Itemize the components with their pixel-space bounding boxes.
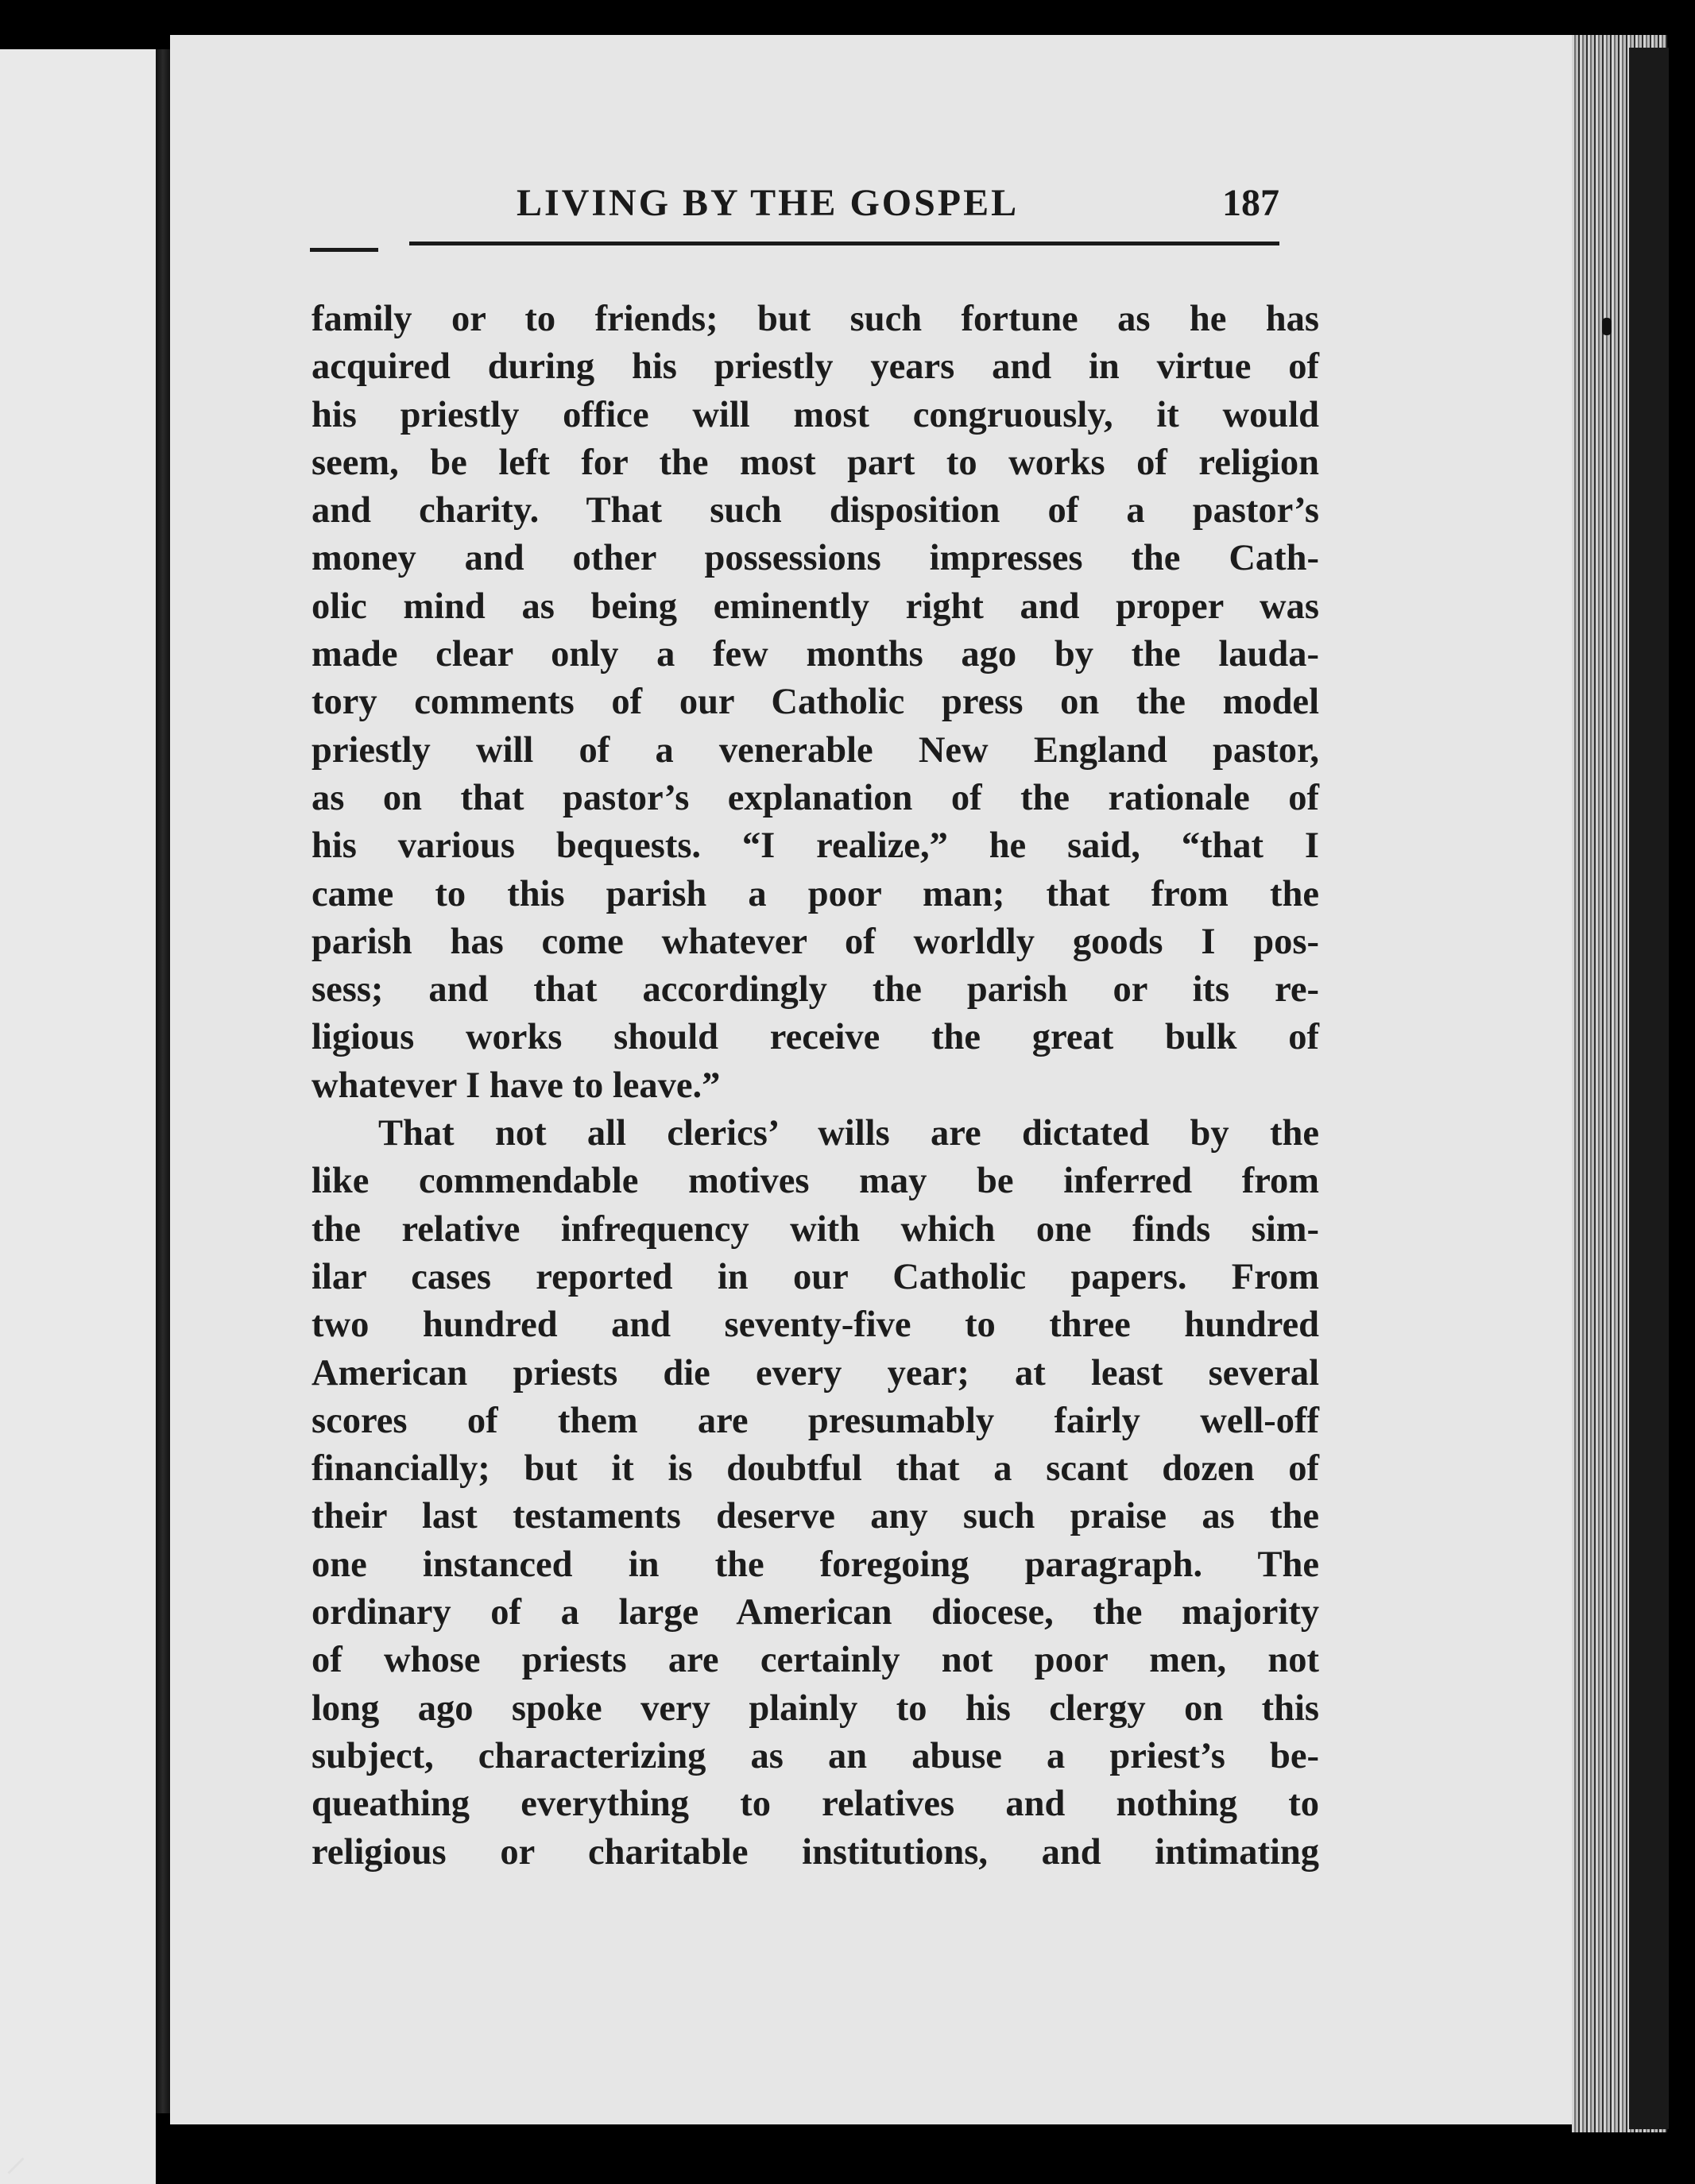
text-line: the relative infrequency with which one finds sim-: [312, 1208, 1319, 1250]
paragraph: [312, 296, 1319, 1110]
text-line: religious or charitable institutions, and intimating: [312, 1831, 1319, 1873]
edge-mark: [1602, 318, 1612, 335]
text-line: tory comments of our Catholic press on the model: [312, 682, 1319, 723]
text-line: and charity. That such disposition of a pastor’s: [312, 490, 1319, 532]
text-line: his priestly office will most congruously, it would: [312, 394, 1319, 435]
text-line: financially; but it is doubtful that a scant dozen of: [312, 1448, 1319, 1490]
text-line: made clear only a few months ago by the lauda-: [312, 634, 1319, 675]
text-line: parish has come whatever of worldly goods I pos-: [312, 921, 1319, 962]
text-line: acquired during his priestly years and in virtue of: [312, 346, 1319, 388]
body-text: [312, 296, 1319, 1877]
text-line: came to this parish a poor man; that from the: [312, 873, 1319, 914]
text-line: two hundred and seventy-five to three hundred: [312, 1305, 1319, 1346]
facing-page-edge: [0, 49, 156, 2184]
page-header: [310, 181, 1279, 237]
text-line: seem, be left for the most part to works of religion: [312, 442, 1319, 483]
book-gutter: [156, 49, 172, 2113]
text-line: priestly will of a venerable New England pastor,: [312, 729, 1319, 771]
text-line: ordinary of a large American diocese, the majority: [312, 1592, 1319, 1633]
text-line: one instanced in the foregoing paragraph. The: [312, 1544, 1319, 1585]
text-line: his various bequests. “I realize,” he said, “that I: [312, 825, 1319, 867]
text-line: American priests die every year; at least several: [312, 1352, 1319, 1394]
text-line: ligious works should receive the great bulk of: [312, 1017, 1319, 1058]
text-line: of whose priests are certainly not poor men, not: [312, 1640, 1319, 1681]
text-line: as on that pastor’s explanation of the rationale of: [312, 777, 1319, 818]
text-line: whatever I have to leave.”: [312, 1065, 721, 1106]
text-line: like commendable motives may be inferred from: [312, 1161, 1319, 1202]
text-line: long ago spoke very plainly to his clergy on this: [312, 1687, 1319, 1729]
header-rule: [409, 242, 1279, 245]
page-number: 187: [1222, 182, 1279, 224]
text-line: scores of them are presumably fairly well-off: [312, 1400, 1319, 1441]
binding-shadow: [1629, 48, 1669, 2129]
corner-curl-icon: ⸝: [5, 2130, 27, 2182]
text-line: ilar cases reported in our Catholic papers. From: [312, 1256, 1319, 1297]
header-rule-short: [310, 248, 378, 252]
text-line: olic mind as being eminently right and proper was: [312, 586, 1319, 627]
paragraph: [312, 1110, 1319, 1877]
text-line: sess; and that accordingly the parish or its re-: [312, 969, 1319, 1011]
text-line: family or to friends; but such fortune as he has: [312, 299, 1319, 339]
text-line: That not all clerics’ wills are dictated by the: [378, 1113, 1319, 1154]
running-head: LIVING BY THE GOSPEL: [517, 182, 1020, 224]
text-line: their last testaments deserve any such praise as the: [312, 1496, 1319, 1537]
text-line: queathing everything to relatives and nothing to: [312, 1784, 1319, 1825]
text-line: money and other possessions impresses the Cath-: [312, 538, 1319, 579]
text-line: subject, characterizing as an abuse a priest’s be-: [312, 1735, 1319, 1776]
